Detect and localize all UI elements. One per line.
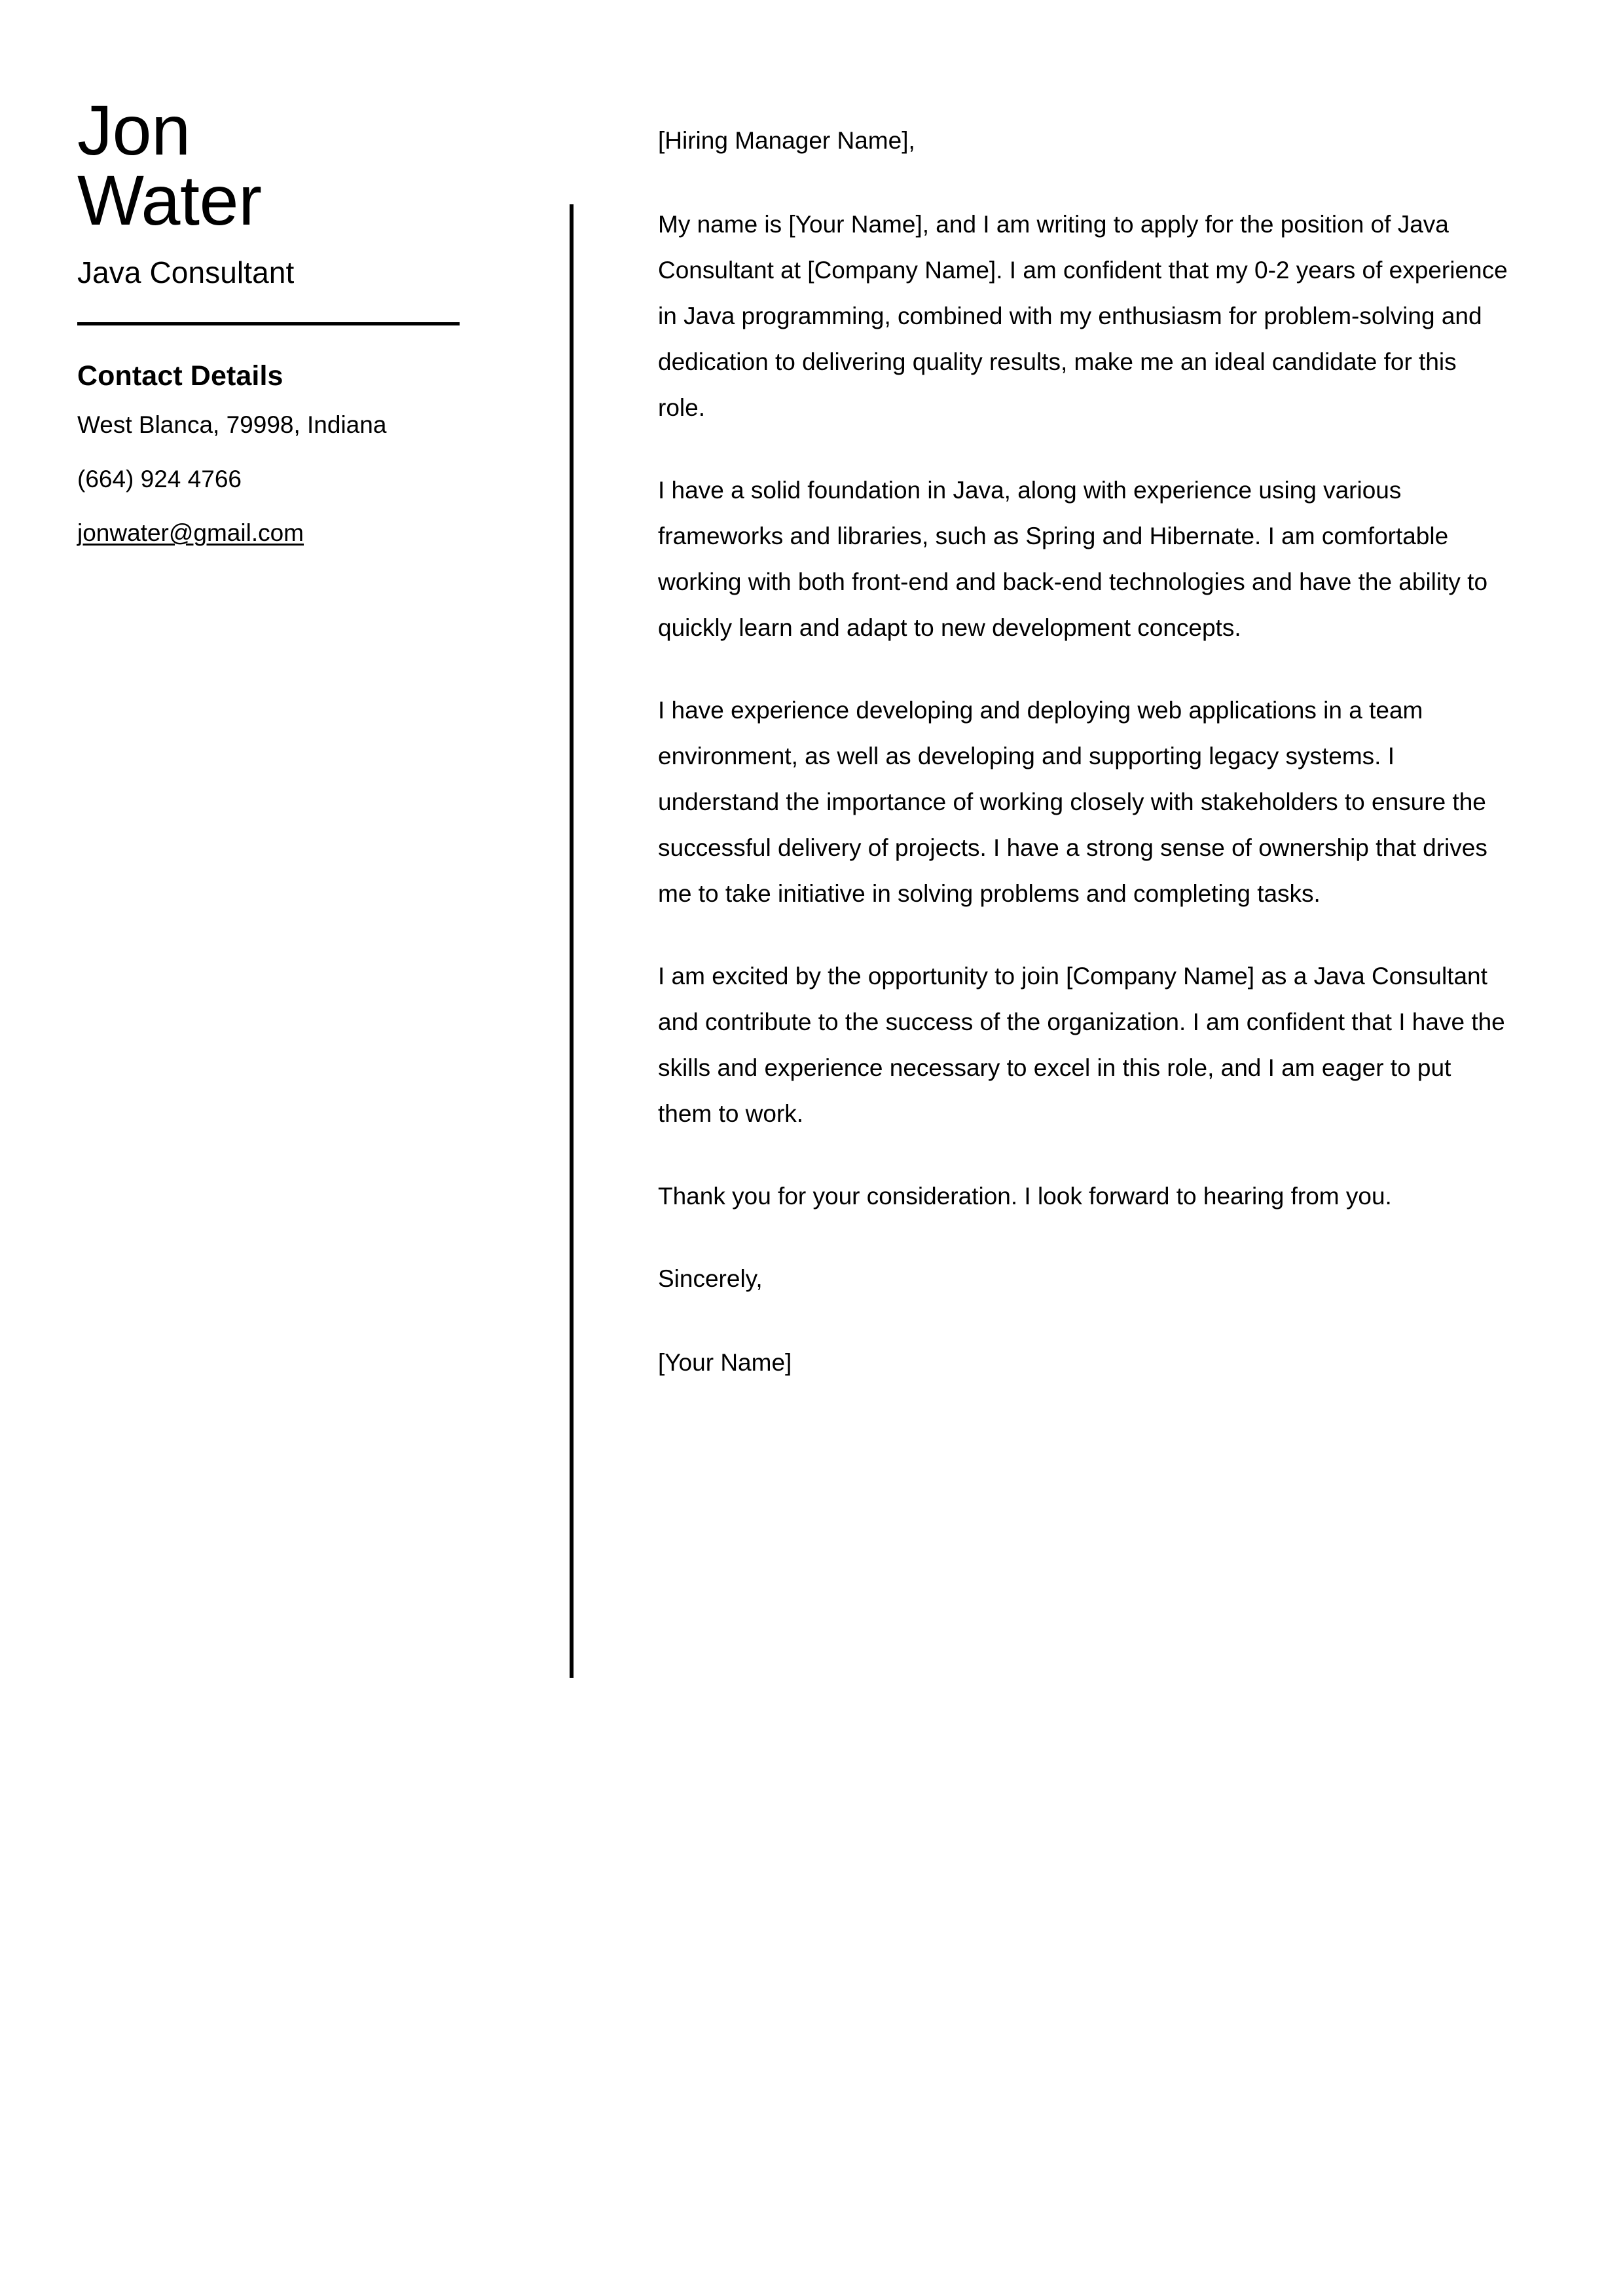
candidate-name — [77, 90, 509, 240]
letter-paragraph-2: I have a solid foundation in Java, along with experience using various frameworks and libraries, such as Spring and Hibernate. I am comfortable working with both front-end and back-end technologies and have the ability to quickly learn and adapt to new development concepts. — [658, 477, 1488, 641]
letter-paragraph-5: Thank you for your consideration. I look forward to hearing from you. — [658, 1183, 1392, 1210]
letter-paragraph-1: My name is [Your Name], and I am writing to apply for the position of Java Consultant at [Company Name]. I am confident that my 0-2 years of experience in Java programming, combined with my enthusiasm for problem-solving and dedication to delivering quality results, make me an ideal candidate for this role. — [658, 211, 1508, 421]
letter-signoff: Sincerely, — [658, 1265, 763, 1292]
letter-paragraph-4: I am excited by the opportunity to join [Company Name] as a Java Consultant and contribute to the success of the organization. I am confident that I have the skills and experience necessary to excel in this role, and I am eager to put them to work. — [658, 963, 1505, 1127]
letter-paragraph-3: I have experience developing and deploying web applications in a team environment, as well as developing and supporting legacy systems. I understand the importance of working closely with stakeholders to ensure the successful delivery of projects. I have a strong sense of ownership that drives me to take initiative in solving problems and completing tasks. — [658, 697, 1487, 907]
letter-salutation: [Hiring Manager Name], — [658, 127, 915, 154]
sidebar — [77, 90, 509, 548]
contact-details-list — [77, 410, 509, 548]
candidate-first-name: Jon — [77, 90, 191, 170]
contact-email-link[interactable]: jonwater@gmail.com — [77, 519, 304, 546]
contact-phone[interactable]: (664) 924 4766 — [77, 465, 242, 492]
job-title: Java Consultant — [77, 255, 295, 290]
vertical-divider — [570, 204, 574, 1678]
letter-body — [658, 118, 1509, 1386]
contact-details-heading: Contact Details — [77, 360, 283, 392]
contact-address: West Blanca, 79998, Indiana — [77, 411, 387, 439]
sidebar-divider-rule — [77, 322, 460, 325]
candidate-last-name: Water — [77, 160, 262, 240]
letter-signature: [Your Name] — [658, 1349, 792, 1376]
